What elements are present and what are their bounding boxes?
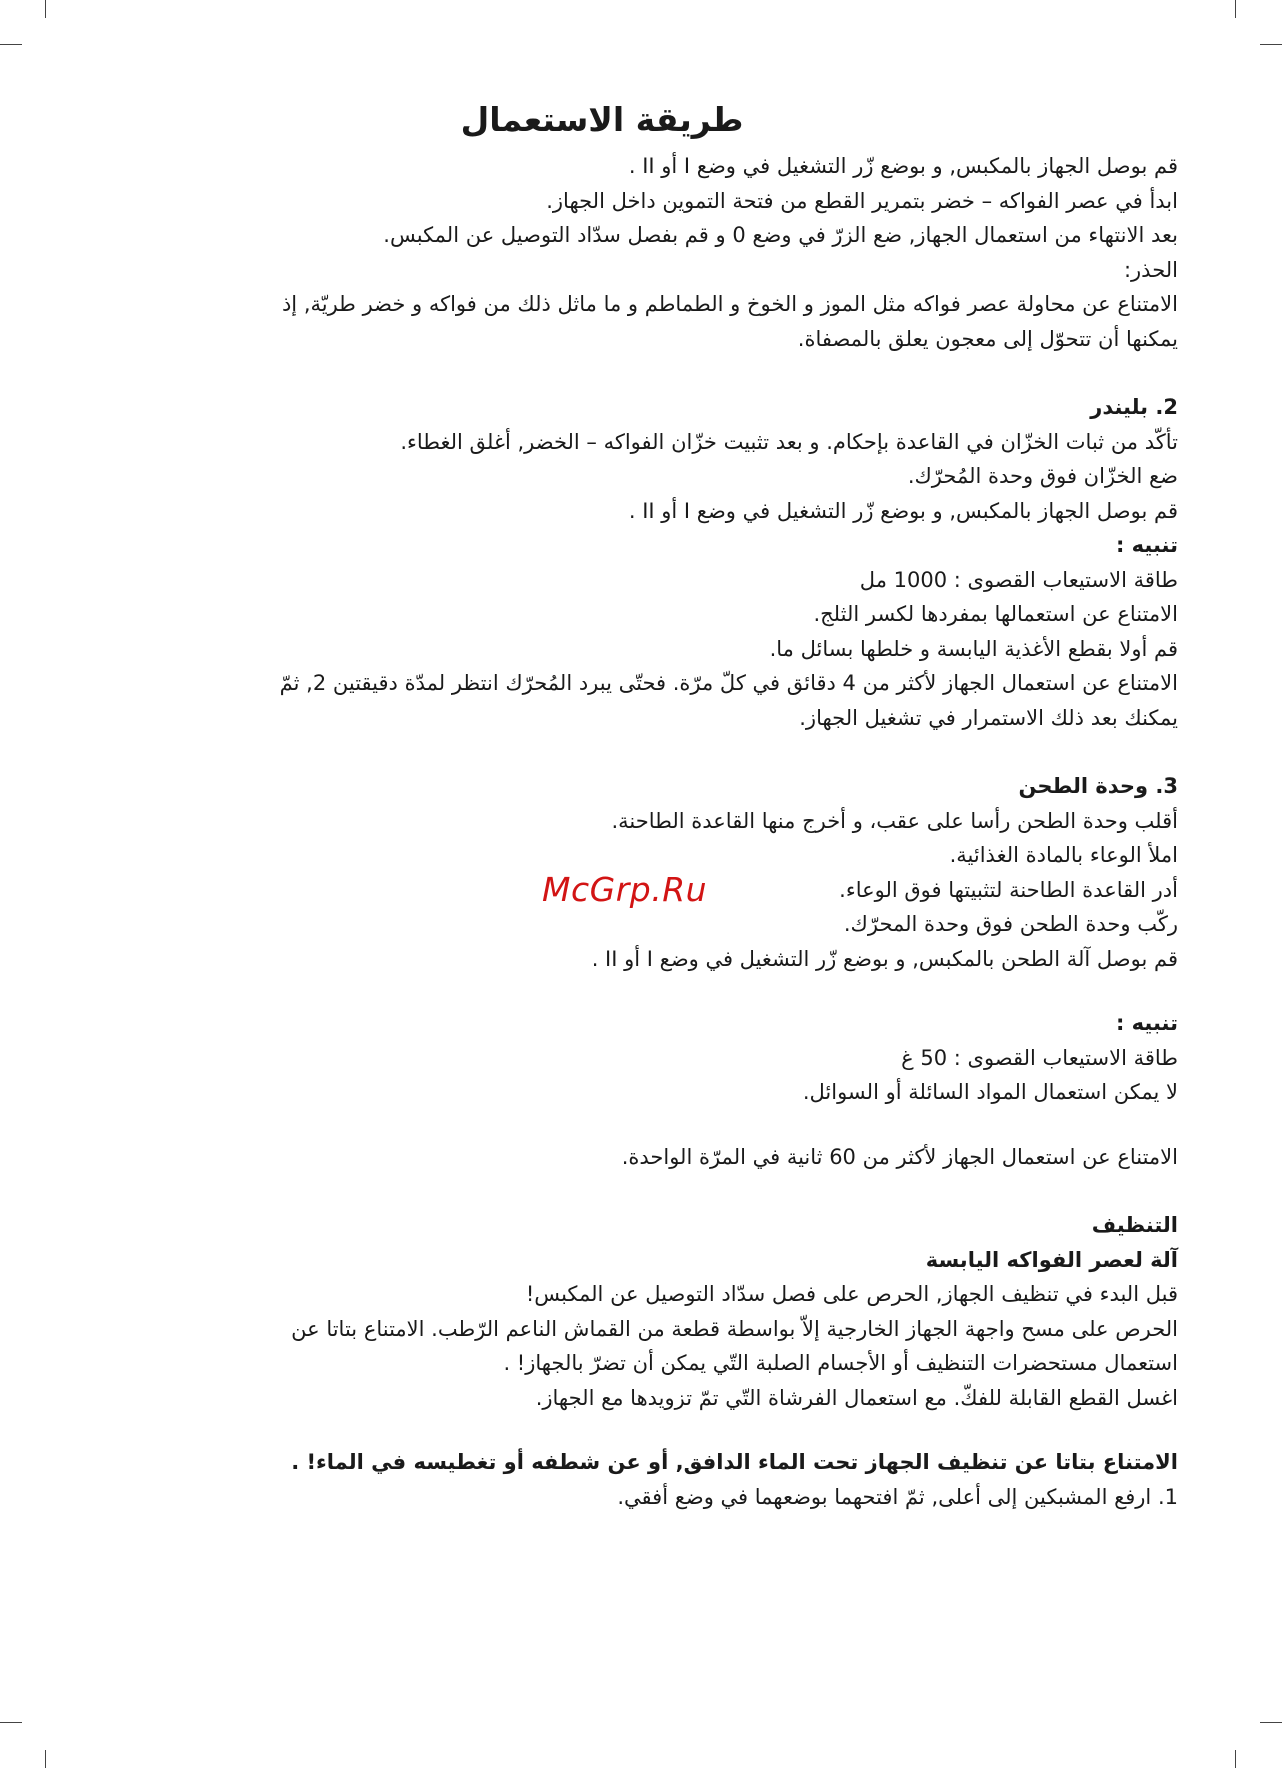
paragraph-line: أقلب وحدة الطحن رأسا على عقب، و أخرج منها القاعدة الطاحنة. (611, 808, 1178, 833)
paragraph-line: ركّب وحدة الطحن فوق وحدة المحرّك. (843, 912, 1178, 936)
paragraph-line: الامتناع عن محاولة عصر فواكه مثل الموز و الخوخ و الطماطم و ما ماثل ذلك من فواكه و خضر طريّة, إذ (281, 292, 1178, 316)
page-title: طريقة الاستعمال (460, 100, 744, 139)
paragraph-line: الامتناع عن استعمالها بمفردها لكسر الثلج. (813, 602, 1178, 626)
crop-mark (1260, 1722, 1282, 1723)
crop-mark (45, 1750, 46, 1768)
paragraph-line: يمكنك بعد ذلك الاستمرار في تشغيل الجهاز. (799, 705, 1178, 730)
paragraph-line: قم بوصل الجهاز بالمكبس, و بوضع زّر التشغيل في وضع I أو II . (628, 498, 1178, 523)
paragraph-line: لا يمكن استعمال المواد السائلة أو السوائل. (802, 1080, 1178, 1104)
paragraph-line: ابدأ في عصر الفواكه – خضر بتمرير القطع من فتحة التموين داخل الجهاز. (546, 188, 1178, 213)
warning-text: الامتناع بتاتا عن تنظيف الجهاز تحت الماء الدافق, أو عن شطفه أو تغطيسه في الماء! . (291, 1450, 1178, 1474)
paragraph-line: ضع الخزّان فوق وحدة المُحرّك. (907, 464, 1178, 488)
crop-mark (1235, 0, 1236, 18)
paragraph-line: الامتناع عن استعمال الجهاز لأكثر من 60 ثانية في المرّة الواحدة. (621, 1144, 1178, 1169)
paragraph-line: اغسل القطع القابلة للفكّ. مع استعمال الفرشاة التّي تمّ تزويدها مع الجهاز. (535, 1385, 1178, 1410)
paragraph-line: يمكنها أن تتحوّل إلى معجون يعلق بالمصفاة. (797, 326, 1178, 351)
crop-mark (0, 1722, 22, 1723)
watermark: McGrp.Ru (542, 870, 708, 909)
step-item: 1. ارفع المشبكين إلى أعلى, ثمّ افتحهما بوضعهما في وضع أفقي. (617, 1484, 1178, 1509)
section-heading: 2. بليندر (1090, 395, 1178, 419)
section-heading: 3. وحدة الطحن (1018, 774, 1178, 798)
paragraph-line: طاقة الاستيعاب القصوى : 1000 مل (859, 567, 1178, 592)
section-heading: التنظيف (1091, 1213, 1178, 1237)
paragraph-line: قبل البدء في تنظيف الجهاز, الحرص على فصل سدّاد التوصيل عن المكبس! (525, 1282, 1178, 1306)
paragraph-line: الامتناع عن استعمال الجهاز لأكثر من 4 دقائق في كلّ مرّة. فحتّى يبرد المُحرّك انتظر لمدّة دقيقتين 2, ثمّ (279, 671, 1178, 695)
crop-mark (1260, 44, 1282, 45)
paragraph-line: أدر القاعدة الطاحنة لتثبيتها فوق الوعاء. (839, 877, 1178, 902)
paragraph-line: املأ الوعاء بالمادة الغذائية. (949, 843, 1178, 867)
notice-heading: تنبيه : (1115, 1011, 1178, 1035)
document-page (90, 100, 1178, 1514)
paragraph-line: قم بوصل الجهاز بالمكبس, و بوضع زّر التشغيل في وضع I أو II . (628, 154, 1178, 178)
grinder-section (90, 769, 1178, 1174)
cleaning-section (90, 1208, 1178, 1514)
notice-heading: تنبيه : (1115, 533, 1178, 557)
crop-mark (0, 44, 22, 45)
paragraph-line: الحرص على مسح واجهة الجهاز الخارجية إلاّ بواسطة قطعة من القماش الناعم الرّطب. الامتناع بتاتا عن (291, 1316, 1178, 1341)
paragraph-line: قم أولا بقطع الأغذية اليابسة و خلطها بسائل ما. (769, 636, 1178, 661)
paragraph-line: طاقة الاستيعاب القصوى : 50 غ (901, 1045, 1178, 1070)
paragraph-line: استعمال مستحضرات التنظيف أو الأجسام الصلبة التّي يمكن أن تضرّ بالجهاز! . (503, 1351, 1178, 1375)
paragraph-line: بعد الانتهاء من استعمال الجهاز, ضع الزرّ في وضع 0 و قم بفصل سدّاد التوصيل عن المكبس. (383, 223, 1178, 247)
crop-mark (45, 0, 46, 18)
juicer-section (90, 149, 1178, 356)
paragraph-line: تأكّد من ثبات الخزّان في القاعدة بإحكام. و بعد تثبيت خزّان الفواكه – الخضر, أغلق الغطاء. (400, 429, 1178, 454)
paragraph-line: قم بوصل آلة الطحن بالمكبس, و بوضع زّر التشغيل في وضع I أو II . (591, 946, 1178, 971)
subsection-heading: آلة لعصر الفواكه اليابسة (925, 1247, 1178, 1272)
blender-section (90, 390, 1178, 735)
crop-mark (1235, 1750, 1236, 1768)
caution-label: الحذر: (1123, 257, 1178, 282)
